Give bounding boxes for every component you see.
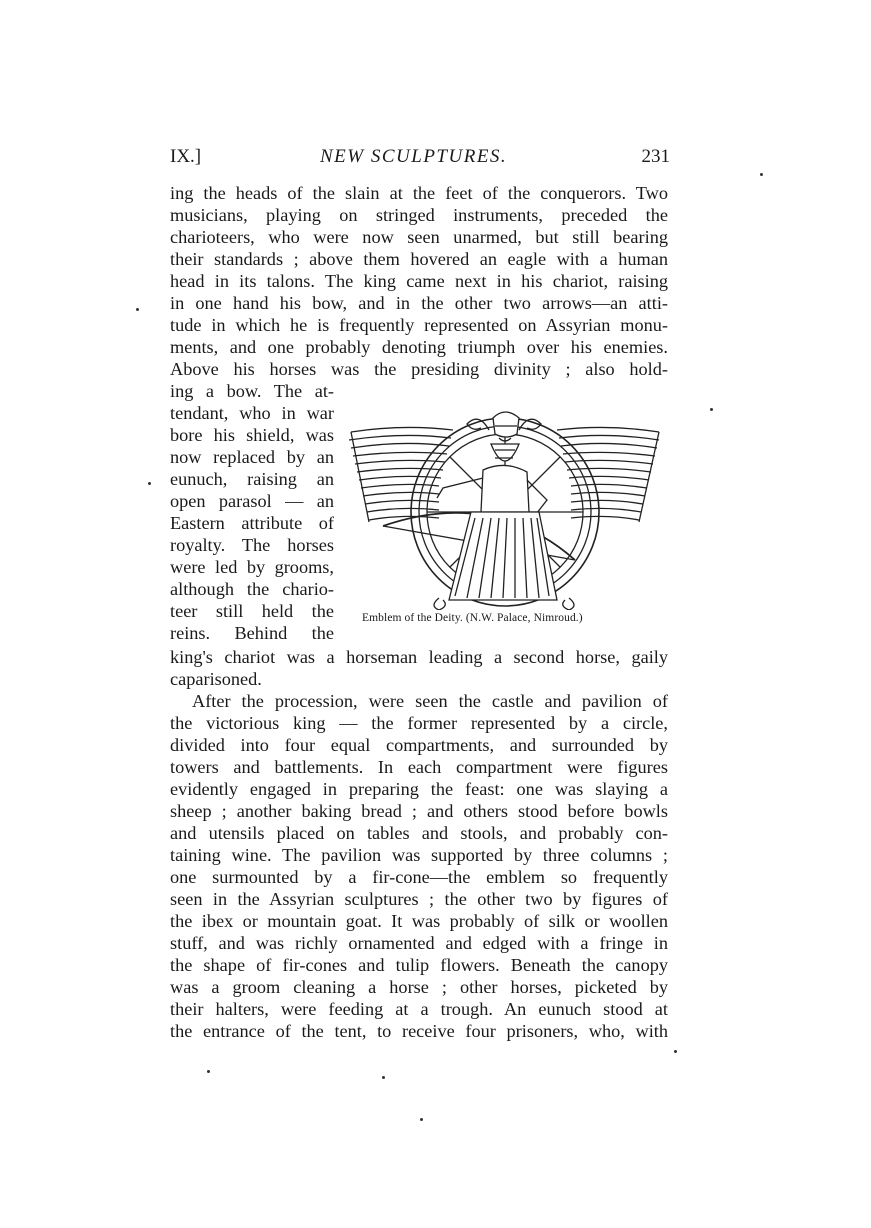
figure-caption: Emblem of the Deity. (N.W. Palace, Nimroud.) [362,612,583,624]
scan-speck [420,1118,423,1121]
text-line: were led by grooms, [170,557,334,577]
text-line: towers and battlements. In each compartment were figures [170,757,668,777]
text-line: now replaced by an [170,447,334,467]
text-line: eunuch, raising an [170,469,334,489]
text-line: ing a bow. The at- [170,381,334,401]
text-line: head in its talons. The king came next in his chariot, raising [170,271,668,291]
scan-speck [674,1050,677,1053]
running-title: NEW SCULPTURES. [320,146,508,167]
scan-speck [382,1076,385,1079]
text-line: caparisoned. [170,669,262,689]
scan-speck [136,308,139,311]
text-line: although the chario- [170,579,334,599]
text-line: Above his horses was the presiding divinity ; also hold- [170,359,668,379]
text-line: stuff, and was richly ornamented and edged with a fringe in [170,933,668,953]
text-line: the shape of fir-cones and tulip flowers. Beneath the canopy [170,955,668,975]
text-line: evidently engaged in preparing the feast: one was slaying a [170,779,668,799]
text-line: charioteers, who were now seen unarmed, but still bearing [170,227,668,247]
text-line: seen in the Assyrian sculptures ; the other two by figures of [170,889,668,909]
text-line: bore his shield, was [170,425,334,445]
text-line: teer still held the [170,601,334,621]
text-line: in one hand his bow, and in the other two arrows—an atti- [170,293,668,313]
text-line: king's chariot was a horseman leading a second horse, gaily [170,647,668,667]
page-number: 231 [641,146,670,167]
text-line: the victorious king — the former represented by a circle, [170,713,668,733]
text-line: one surmounted by a fir-cone—the emblem so frequently [170,867,668,887]
text-line: ments, and one probably denoting triumph over his enemies. [170,337,668,357]
text-line: Eastern attribute of [170,513,334,533]
text-line: and utensils placed on tables and stools, and probably con- [170,823,668,843]
text-line: tendant, who in war [170,403,334,423]
deity-emblem-illustration [343,400,665,610]
text-line: was a groom cleaning a horse ; other horses, picketed by [170,977,668,997]
text-line: open parasol — an [170,491,334,511]
scan-speck [710,408,713,411]
text-line: ing the heads of the slain at the feet of the conquerors. Two [170,183,668,203]
text-line: sheep ; another baking bread ; and others stood before bowls [170,801,668,821]
scan-speck [207,1070,210,1073]
scan-speck [148,482,151,485]
text-line: royalty. The horses [170,535,334,555]
text-line: their halters, were feeding at a trough. An eunuch stood at [170,999,668,1019]
text-line: their standards ; above them hovered an eagle with a human [170,249,668,269]
running-header [170,146,670,172]
text-line: the entrance of the tent, to receive four prisoners, who, with [170,1021,668,1041]
text-line: taining wine. The pavilion was supported by three columns ; [170,845,668,865]
text-line: musicians, playing on stringed instruments, preceded the [170,205,668,225]
text-line: After the procession, were seen the castle and pavilion of [192,691,668,711]
text-line: divided into four equal compartments, and surrounded by [170,735,668,755]
chapter-number: IX.] [170,146,202,167]
text-line: reins. Behind the [170,623,334,643]
scan-speck [760,173,763,176]
text-line: tude in which he is frequently represented on Assyrian monu- [170,315,668,335]
text-line: the ibex or mountain goat. It was probably of silk or woollen [170,911,668,931]
